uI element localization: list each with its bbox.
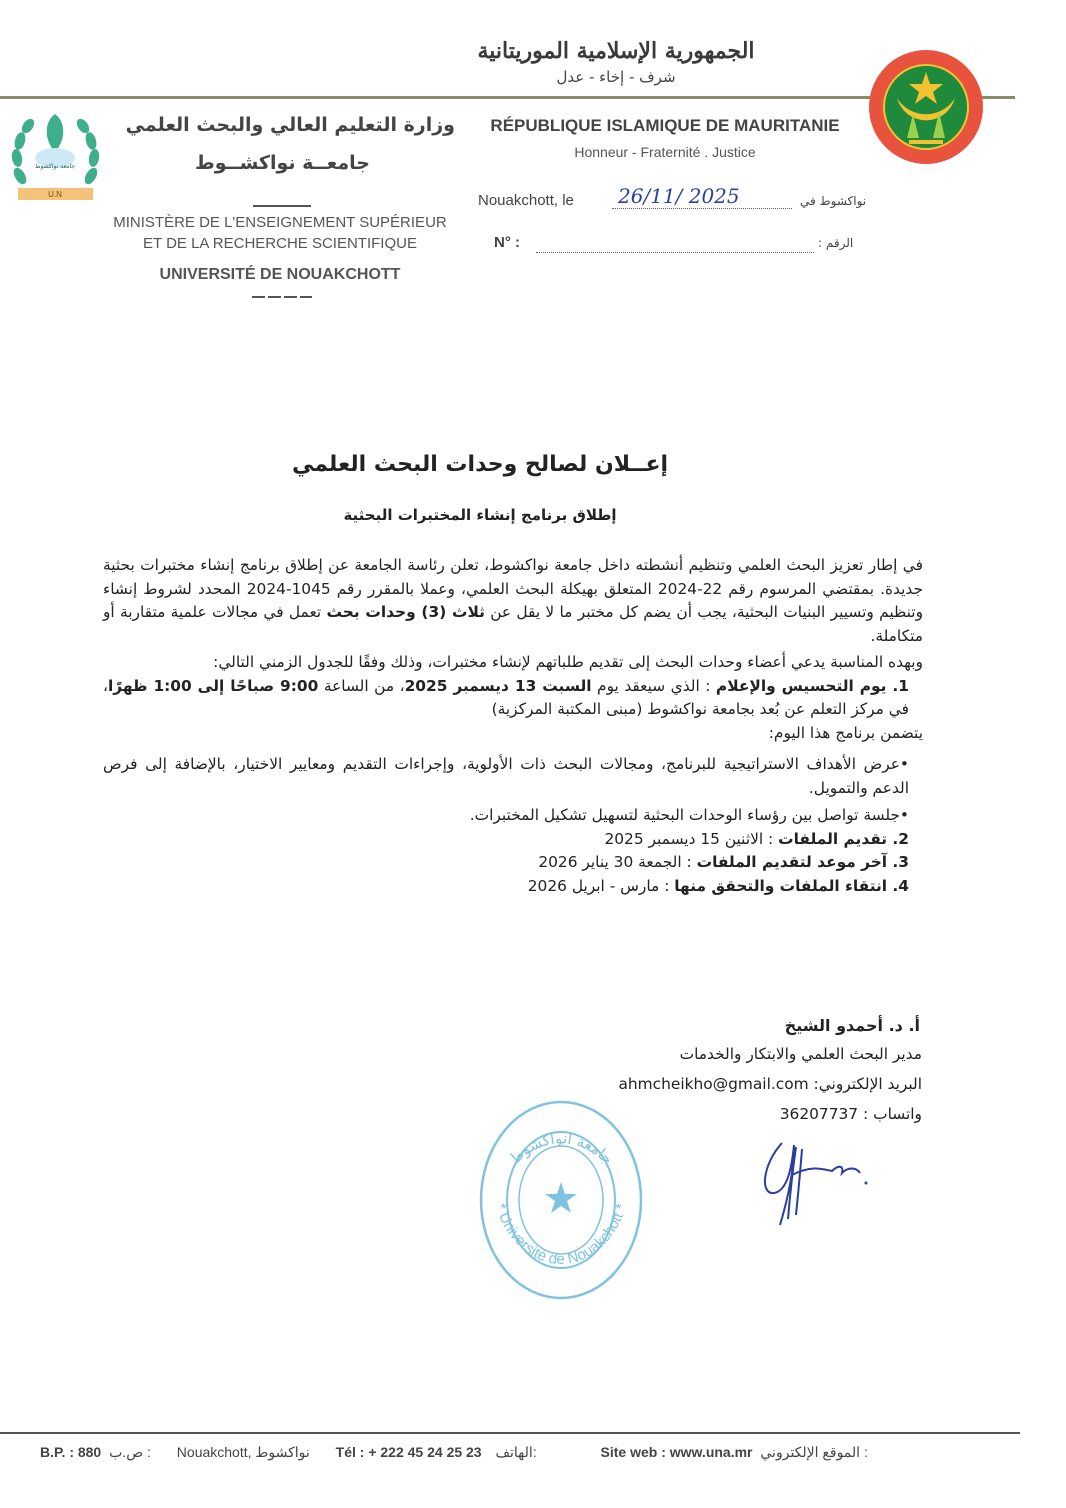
item-text: : الذي سيعقد يوم	[591, 676, 716, 695]
schedule-item-1	[103, 675, 923, 722]
number-label-ar: الرقم :	[818, 236, 854, 250]
item-text: ، في مركز التعلم عن بُعد بجامعة نواكشوط (مبنى المكتبة المركزية)	[103, 676, 909, 718]
item-label: 4. انتقاء الملفات والتحقق منها	[674, 876, 909, 895]
footer-phone-ar: الهاتف:	[495, 1444, 537, 1460]
invitation-paragraph: وبهده المناسبة يدعي أعضاء وحدات البحث إلى تقديم طلباتهم لإنشاء مختبرات، وذلك وفقًا للجدول الزمني التالي:	[213, 653, 923, 671]
announcement-title: إعــلان لصالح وحدات البحث العلمي	[291, 452, 669, 477]
logo-text: U.N	[48, 190, 62, 199]
footer-bp-ar: ص.ب :	[109, 1444, 151, 1460]
handwritten-signature	[752, 1135, 872, 1230]
national-emblem-icon	[867, 48, 985, 166]
date-label-ar: نواكشوط في	[800, 194, 867, 208]
university-stamp	[476, 1100, 646, 1305]
republic-name-fr: RÉPUBLIQUE ISLAMIQUE DE MAURITANIE	[490, 116, 840, 135]
item-text: : الاثنين 15 ديسمبر 2025	[604, 829, 779, 848]
header-divider	[0, 96, 1015, 99]
announcement-subtitle: إطلاق برنامج إنشاء المختبرات البحثية	[343, 506, 617, 524]
university-name-ar: جامعــة نواكشــوط	[194, 152, 370, 174]
footer	[40, 1444, 980, 1461]
schedule-item-4	[103, 875, 923, 899]
phone-label: واتساب :	[863, 1105, 922, 1123]
footer-website-ar: الموقع الإلكتروني :	[760, 1444, 868, 1460]
stamp-text-fr: * Université de Nouakchott *	[491, 1201, 631, 1268]
footer-phone: Tél : + 222 45 24 25 23	[335, 1444, 482, 1460]
motto-fr: Honneur - Fraternité . Justice	[574, 144, 756, 160]
intro-text-end: تعمل في مجالات علمية متقاربة أو متكاملة.	[103, 603, 923, 645]
date-dotted-line	[612, 208, 792, 209]
footer-city: Nouakchott, نواكشوط	[176, 1444, 310, 1460]
item-text: ، من الساعة	[318, 676, 405, 695]
email-link[interactable]: ahmcheikho@gmail.com	[618, 1075, 809, 1093]
intro-paragraph	[103, 554, 923, 648]
schedule-item-3	[103, 851, 923, 875]
number-dotted-line	[536, 252, 814, 253]
intro-text: في إطار تعزيز البحث العلمي وتنظيم أنشطته داخل جامعة نواكشوط، تعلن رئاسة الجامعة عن إطلاق برنامج إنشاء مختبرات بحثية جديدة. بمقتضي المرسوم رقم 22-2024 المتعلق بهيكلة البحث العلمي، وعملا بالمقرر رقم 1045-2024 المحدد لشروط إنشاء وتنظيم وتسيير البنيات البحثية، يجب أن يضم كل مختبر ما لا يقل عن	[103, 556, 924, 621]
university-logo	[8, 106, 103, 206]
signer-role: مدير البحث العلمي والابتكار والخدمات	[679, 1045, 922, 1063]
date-label-fr: Nouakchott, le	[478, 192, 574, 209]
item-text: : الجمعة 30 يناير 2026	[538, 853, 697, 871]
republic-name-ar: الجمهورية الإسلامية الموريتانية	[477, 38, 755, 64]
item-text: : مارس - ابريل 2026	[527, 876, 675, 895]
stamp-star	[545, 1182, 577, 1213]
date-handwritten: 26/11/ 2025	[618, 184, 740, 208]
motto-ar: شرف - إخاء - عدل	[556, 68, 676, 86]
bullet-item: •جلسة تواصل بين رؤساء الوحدات البحثية لتسهيل تشكيل المختبرات.	[469, 806, 909, 824]
item-label: 1. يوم التحسيس والإعلام	[715, 676, 909, 695]
ministry-name-fr-line2: ET DE LA RECHERCHE SCIENTIFIQUE	[143, 235, 417, 252]
intro-bold: ثلاث (3) وحدات بحث	[326, 603, 485, 621]
item-label: 3. آخر موعد لتقديم الملفات	[696, 853, 909, 871]
ministry-name-ar: وزارة التعليم العالي والبحث العلمي	[125, 114, 455, 136]
footer-divider	[0, 1432, 1020, 1434]
logo-caption: جامعة نواكشوط	[34, 163, 76, 170]
ministry-name-fr-line1: MINISTÈRE DE L'ENSEIGNEMENT SUPÉRIEUR	[113, 214, 447, 231]
university-name-fr: UNIVERSITÉ DE NOUAKCHOTT	[159, 266, 401, 283]
item-label: 2. تقديم الملفات	[778, 829, 909, 848]
separator-dash	[253, 205, 311, 207]
footer-website[interactable]: Site web : www.una.mr	[600, 1444, 753, 1460]
announcement-body	[103, 554, 923, 898]
phone-number: 36207737	[779, 1105, 859, 1123]
footer-bp-fr: B.P. : 880	[40, 1444, 102, 1460]
program-intro: يتضمن برنامج هذا اليوم:	[768, 723, 923, 742]
signer-email-line	[560, 1075, 922, 1093]
signer-name: أ. د. أحمدو الشيخ	[784, 1016, 920, 1035]
stamp-text-ar: جامعة انواكشوط	[505, 1129, 617, 1169]
separator-dashes	[252, 296, 312, 298]
email-label: البريد الإلكتروني:	[813, 1075, 922, 1093]
bullet-item: •عرض الأهداف الاستراتيجية للبرنامج، ومجالات البحث ذات الأولوية، وإجراءات التقديم ومعايير الاختيار، بالإضافة إلى فرص الدعم والتمويل.	[103, 755, 909, 797]
item-date: السبت 13 ديسمبر 2025	[404, 676, 592, 695]
schedule-item-2	[103, 828, 923, 852]
number-label-fr: N° :	[494, 234, 520, 251]
item-time: 9:00 صباحًا إلى 1:00 ظهرًا	[107, 676, 319, 695]
